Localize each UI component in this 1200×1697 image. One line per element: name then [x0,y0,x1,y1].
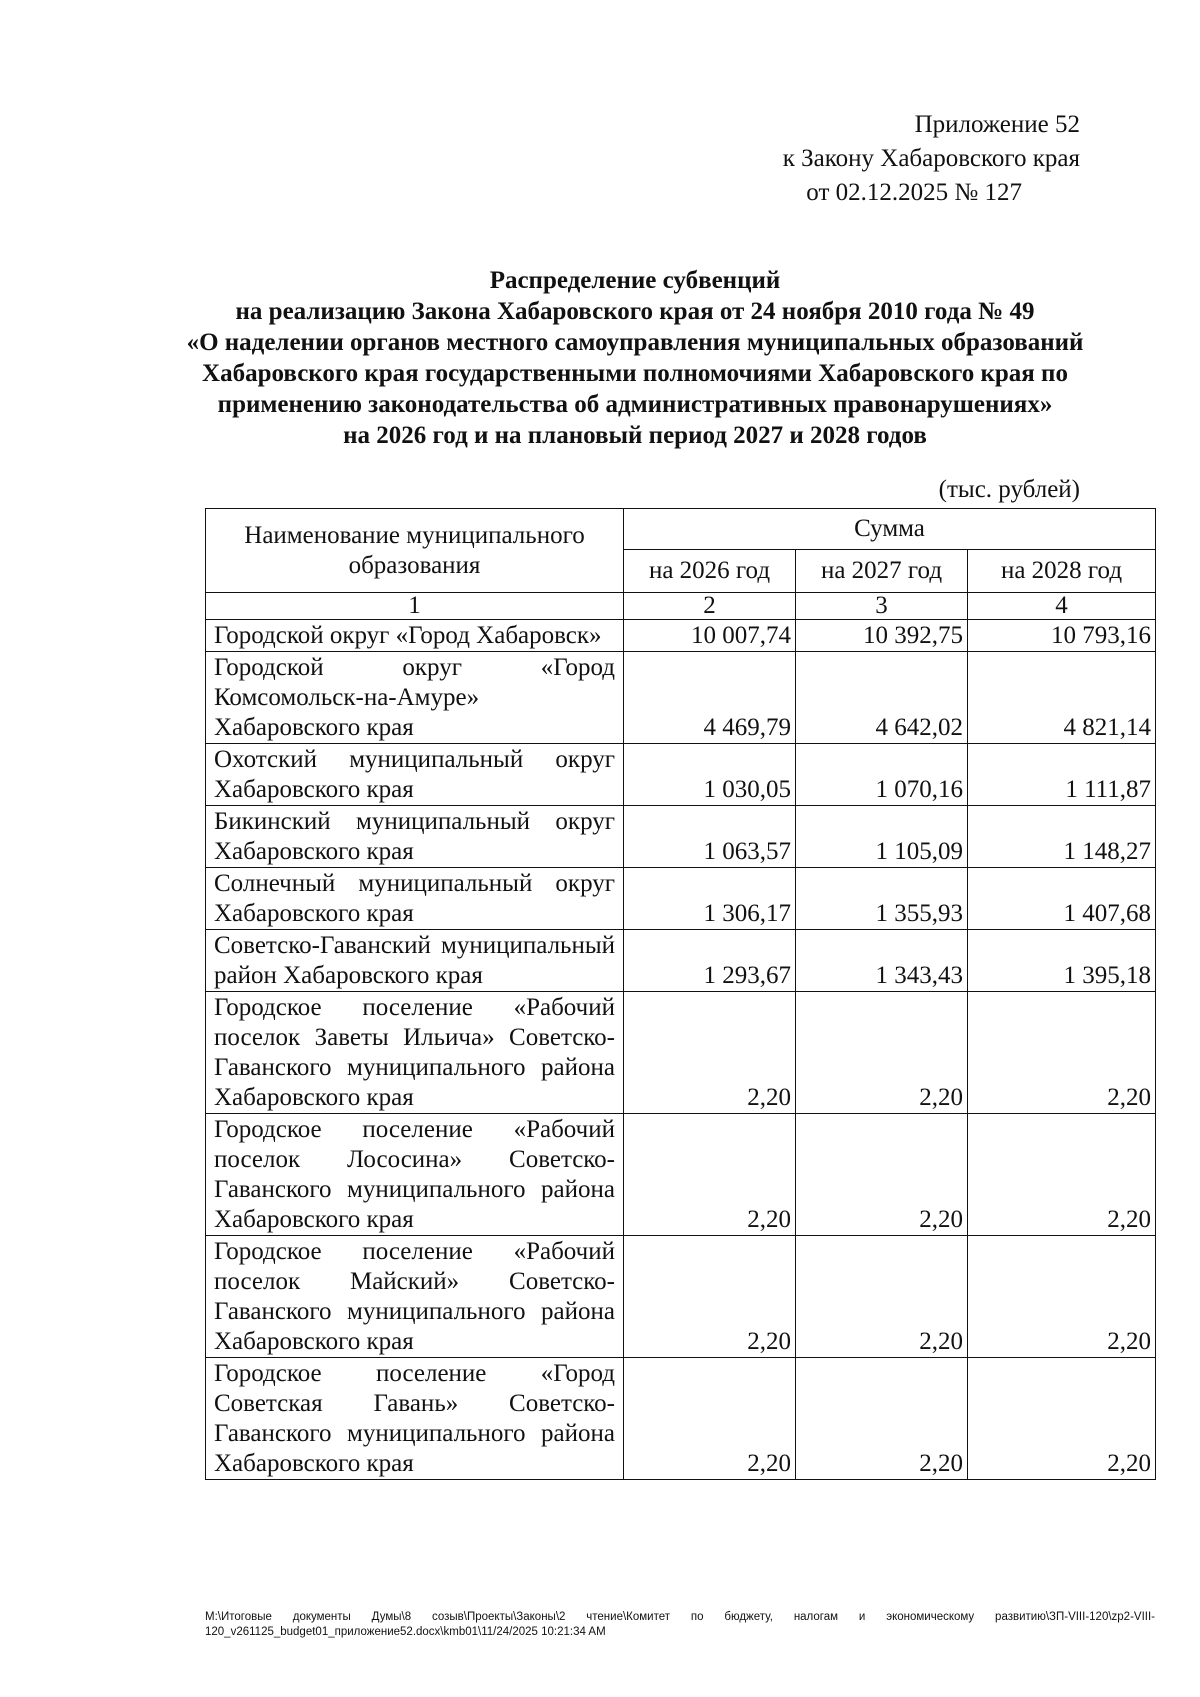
value-2027: 1 355,93 [796,868,968,930]
value-2027: 2,20 [796,1358,968,1480]
municipality-name: Городской округ «Город Хабаровск» [206,620,624,652]
title-line: на реализацию Закона Хабаровского края от 24 ноября 2010 года № 49 [235,298,1035,325]
value-2028: 1 395,18 [968,930,1156,992]
municipality-name: Охотский муниципальный округ Хабаровского края [206,744,624,806]
value-2028: 2,20 [968,1358,1156,1480]
value-2026: 1 306,17 [624,868,796,930]
value-2028: 1 407,68 [968,868,1156,930]
value-2026: 2,20 [624,992,796,1114]
municipality-name: Городское поселение «Рабочий поселок Майский» Советско-Гаванского муниципального района Хабаровского края [206,1236,624,1358]
value-2028: 2,20 [968,1114,1156,1236]
value-2026: 2,20 [624,1236,796,1358]
header-sum: Сумма [624,509,1156,550]
table-row [206,930,1156,992]
municipality-name: Бикинский муниципальный округ Хабаровского края [206,806,624,868]
value-2028: 4 821,14 [968,652,1156,744]
appendix-number: Приложение 52 [914,111,1080,138]
municipality-name: Советско-Гаванский муниципальный район Хабаровского края [206,930,624,992]
municipality-name: Городской округ «Город Комсомольск-на-Амуре» Хабаровского края [206,652,624,744]
table-row [206,1236,1156,1358]
value-2026: 10 007,74 [624,620,796,652]
header-year-2026: на 2026 год [624,550,796,593]
value-2028: 1 148,27 [968,806,1156,868]
header-year-2027: на 2027 год [796,550,968,593]
table-row [206,652,1156,744]
value-2026: 1 293,67 [624,930,796,992]
value-2026: 2,20 [624,1114,796,1236]
title-line: применению законодательства об административных правонарушениях» [217,391,1053,418]
header-year-2028: на 2028 год [968,550,1156,593]
column-number: 3 [796,593,968,620]
value-2026: 1 030,05 [624,744,796,806]
value-2028: 2,20 [968,992,1156,1114]
value-2028: 1 111,87 [968,744,1156,806]
value-2027: 2,20 [796,1114,968,1236]
value-2026: 1 063,57 [624,806,796,868]
value-2028: 10 793,16 [968,620,1156,652]
header-name: Наименование муниципального образования [206,509,624,593]
value-2026: 2,20 [624,1358,796,1480]
column-number: 4 [968,593,1156,620]
subsidy-table [205,508,1156,1480]
table-row [206,992,1156,1114]
file-path-footer: M:\Итоговые документы Думы\8 созыв\Проекты\Законы\2 чтение\Комитет по бюджету, налогам и экономическому развитию\ЗП-VIII-120\zp2-VIII-120_v261125_budget01_приложение52.docx\kmb01\11/24/2025 10:21:34 AM [205,1611,1155,1638]
table-row [206,806,1156,868]
column-number: 2 [624,593,796,620]
value-2026: 4 469,79 [624,652,796,744]
units-label: (тыс. рублей) [938,476,1080,503]
value-2027: 2,20 [796,992,968,1114]
municipality-name: Городское поселение «Рабочий поселок Заветы Ильича» Советско-Гаванского муниципального района Хабаровского края [206,992,624,1114]
table-row [206,868,1156,930]
document-title [185,265,1085,451]
column-number: 1 [206,593,624,620]
value-2027: 2,20 [796,1236,968,1358]
value-2027: 1 105,09 [796,806,968,868]
appendix-block [783,108,1080,210]
value-2027: 1 343,43 [796,930,968,992]
table-row [206,1114,1156,1236]
table-row [206,620,1156,652]
appendix-date: от 02.12.2025 № 127 [806,179,1022,206]
appendix-law: к Закону Хабаровского края [782,145,1080,172]
value-2027: 1 070,16 [796,744,968,806]
value-2028: 2,20 [968,1236,1156,1358]
title-line: «О наделении органов местного самоуправления муниципальных образований [186,329,1084,356]
table-row [206,744,1156,806]
title-line: Распределение субвенций [489,267,781,294]
column-numbers-row [206,593,1156,620]
title-line: на 2026 год и на плановый период 2027 и 2028 годов [343,422,927,449]
value-2027: 4 642,02 [796,652,968,744]
table-row [206,1358,1156,1480]
municipality-name: Солнечный муниципальный округ Хабаровского края [206,868,624,930]
value-2027: 10 392,75 [796,620,968,652]
title-line: Хабаровского края государственными полномочиями Хабаровского края по [202,360,1068,387]
municipality-name: Городское поселение «Рабочий поселок Лососина» Советско-Гаванского муниципального района Хабаровского края [206,1114,624,1236]
municipality-name: Городское поселение «Город Советская Гавань» Советско-Гаванского муниципального района Хабаровского края [206,1358,624,1480]
